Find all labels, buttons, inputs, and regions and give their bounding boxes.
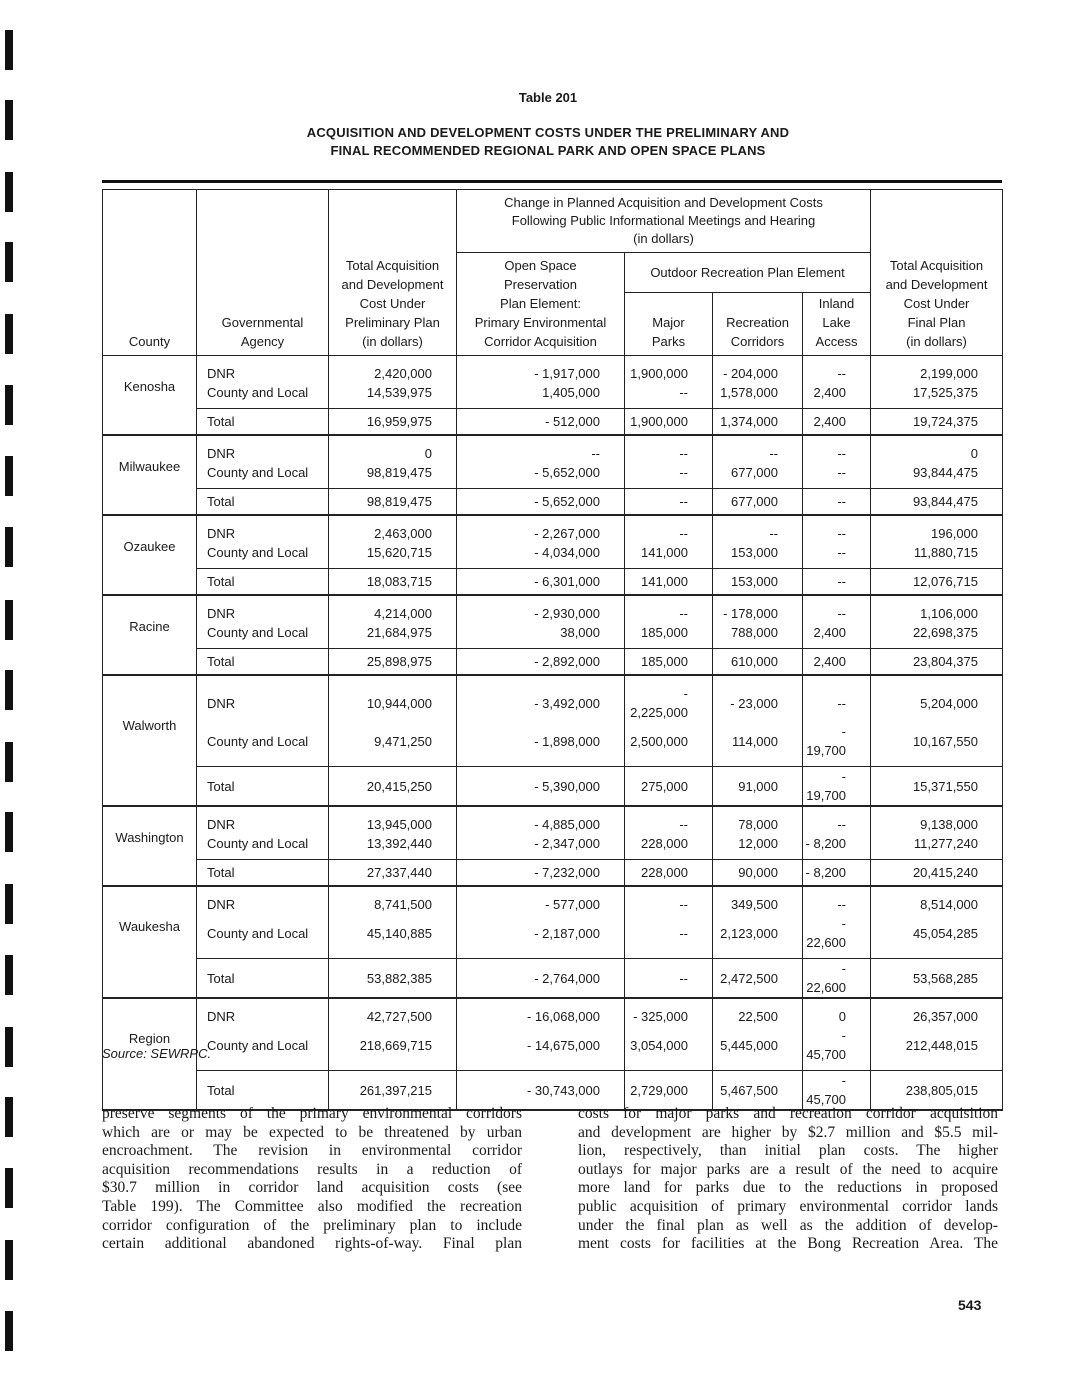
- binder-mark: [5, 1027, 13, 1067]
- cell-recreation-corridors: 610,000: [713, 649, 803, 676]
- cell-major-parks: --: [625, 435, 713, 463]
- cell-recreation-corridors: - 204,000: [713, 356, 803, 384]
- cell-total-final: 1,106,000: [871, 595, 1003, 623]
- cell-open-space: - 4,034,000: [457, 543, 625, 569]
- cell-inland-lake: --: [803, 489, 871, 516]
- cell-open-space: - 7,232,000: [457, 860, 625, 887]
- cell-major-parks: 2,729,000: [625, 1071, 713, 1111]
- cell-agency: DNR: [197, 515, 329, 543]
- cell-open-space: - 2,930,000: [457, 595, 625, 623]
- cell-major-parks: --: [625, 489, 713, 516]
- cell-open-space: - 4,885,000: [457, 806, 625, 834]
- table-row: [103, 959, 1003, 999]
- cell-total-final: 11,277,240: [871, 834, 1003, 860]
- cell-inland-lake: 0: [803, 998, 871, 1026]
- cell-total-preliminary: 18,083,715: [329, 569, 457, 596]
- header-outdoor-group: Outdoor Recreation Plan Element: [625, 253, 871, 293]
- cell-total-final: 0: [871, 435, 1003, 463]
- cell-agency: DNR: [197, 886, 329, 914]
- cell-open-space: - 1,917,000: [457, 356, 625, 384]
- cell-inland-lake: - 19,700: [803, 767, 871, 807]
- cell-open-space: - 5,390,000: [457, 767, 625, 807]
- cell-recreation-corridors: 677,000: [713, 463, 803, 489]
- cell-agency: County and Local: [197, 722, 329, 767]
- cell-major-parks: 228,000: [625, 834, 713, 860]
- body-text-line: costs for major parks and recreation corridor acquisition: [578, 1105, 998, 1122]
- cell-total-preliminary: 10,944,000: [329, 675, 457, 722]
- table-row: [103, 489, 1003, 516]
- binder-mark: [5, 1240, 13, 1280]
- table-row: [103, 515, 1003, 543]
- header-line: Final Plan: [907, 315, 966, 330]
- cell-recreation-corridors: 153,000: [713, 543, 803, 569]
- cell-open-space: 38,000: [457, 623, 625, 649]
- table-row: [103, 569, 1003, 596]
- cell-county: Racine: [103, 595, 197, 649]
- header-agency: [197, 190, 329, 356]
- table-row: [103, 834, 1003, 860]
- cell-inland-lake: --: [803, 595, 871, 623]
- header-line: (in dollars): [633, 231, 694, 246]
- cell-inland-lake: 2,400: [803, 409, 871, 436]
- table-row: [103, 914, 1003, 959]
- cell-total-preliminary: 2,463,000: [329, 515, 457, 543]
- cell-inland-lake: --: [803, 675, 871, 722]
- binder-mark: [5, 456, 13, 496]
- cell-major-parks: - 325,000: [625, 998, 713, 1026]
- binder-mark: [5, 1097, 13, 1137]
- cell-open-space: - 2,347,000: [457, 834, 625, 860]
- body-text-line: outlays for major parks are a result of the need to acquire: [578, 1160, 998, 1178]
- page-number: 543: [958, 1297, 982, 1313]
- header-line: Preliminary Plan: [345, 315, 440, 330]
- cell-total-preliminary: 0: [329, 435, 457, 463]
- cell-recreation-corridors: 78,000: [713, 806, 803, 834]
- cell-recreation-corridors: 1,578,000: [713, 383, 803, 409]
- table-title-line: FINAL RECOMMENDED REGIONAL PARK AND OPEN SPACE PLANS: [330, 143, 766, 158]
- table-row: [103, 409, 1003, 436]
- binder-mark: [5, 527, 13, 567]
- cell-total-preliminary: 13,945,000: [329, 806, 457, 834]
- cell-total-preliminary: 25,898,975: [329, 649, 457, 676]
- cell-agency: Total: [197, 489, 329, 516]
- cell-total-preliminary: 42,727,500: [329, 998, 457, 1026]
- header-line: Open Space: [504, 258, 577, 273]
- cell-open-space: - 577,000: [457, 886, 625, 914]
- header-line: Cost Under: [903, 296, 970, 311]
- header-line: Primary Environmental: [474, 315, 607, 330]
- cell-total-preliminary: 218,669,715: [329, 1026, 457, 1071]
- body-text-line: acquisition recommendations results in a reduction of: [102, 1160, 522, 1178]
- cell-recreation-corridors: 677,000: [713, 489, 803, 516]
- header-line: Agency: [240, 334, 285, 349]
- binder-mark: [5, 812, 13, 852]
- cell-agency: County and Local: [197, 914, 329, 959]
- cell-total-preliminary: 27,337,440: [329, 860, 457, 887]
- header-line: Corridor Acquisition: [484, 334, 597, 349]
- cell-county: Kenosha: [103, 356, 197, 409]
- header-line: Change in Planned Acquisition and Development Costs: [504, 195, 823, 210]
- cell-agency: County and Local: [197, 383, 329, 409]
- cell-recreation-corridors: - 178,000: [713, 595, 803, 623]
- cell-inland-lake: --: [803, 886, 871, 914]
- header-inland-lake: [803, 293, 871, 356]
- table-title: [0, 124, 1066, 160]
- body-text-line: more land for parks due to the reductions in proposed: [578, 1179, 998, 1197]
- cell-county-blank: [103, 569, 197, 596]
- cell-major-parks: 1,900,000: [625, 409, 713, 436]
- header-line: Recreation: [726, 315, 789, 330]
- body-text-right-column: [578, 1105, 998, 1254]
- body-text-line: and development are higher by $2.7 million and $5.5 mil-: [578, 1123, 998, 1141]
- table-row: [103, 649, 1003, 676]
- header-line: Corridors: [730, 334, 785, 349]
- cell-total-final: 8,514,000: [871, 886, 1003, 914]
- cell-open-space: - 2,892,000: [457, 649, 625, 676]
- cell-inland-lake: - 8,200: [803, 834, 871, 860]
- table-row: [103, 860, 1003, 887]
- cell-total-final: 93,844,475: [871, 489, 1003, 516]
- cell-recreation-corridors: 12,000: [713, 834, 803, 860]
- cell-county: Washington: [103, 806, 197, 860]
- header-total-final: [871, 190, 1003, 356]
- cell-open-space: - 2,764,000: [457, 959, 625, 999]
- header-line: Parks: [651, 334, 686, 349]
- cell-agency: DNR: [197, 806, 329, 834]
- header-line: Major: [652, 315, 685, 330]
- table-row: [103, 722, 1003, 767]
- cell-total-preliminary: 4,214,000: [329, 595, 457, 623]
- cell-major-parks: --: [625, 595, 713, 623]
- cell-agency: Total: [197, 1071, 329, 1111]
- cell-county: Walworth: [103, 675, 197, 767]
- cell-open-space: --: [457, 435, 625, 463]
- cell-open-space: - 2,267,000: [457, 515, 625, 543]
- cell-agency: County and Local: [197, 623, 329, 649]
- cell-recreation-corridors: --: [713, 515, 803, 543]
- cell-total-preliminary: 9,471,250: [329, 722, 457, 767]
- cell-major-parks: --: [625, 806, 713, 834]
- table-row: [103, 543, 1003, 569]
- cell-open-space: - 1,898,000: [457, 722, 625, 767]
- cell-major-parks: 1,900,000: [625, 356, 713, 384]
- cell-total-final: 10,167,550: [871, 722, 1003, 767]
- cell-recreation-corridors: 22,500: [713, 998, 803, 1026]
- cell-major-parks: 3,054,000: [625, 1026, 713, 1071]
- table-top-rule: [102, 180, 1002, 183]
- cell-total-final: 196,000: [871, 515, 1003, 543]
- cell-agency: DNR: [197, 675, 329, 722]
- body-text-line: $30.7 million in corridor land acquisition costs (see: [102, 1179, 522, 1197]
- cell-agency: County and Local: [197, 1026, 329, 1071]
- cell-county-blank: [103, 649, 197, 676]
- cell-major-parks: 275,000: [625, 767, 713, 807]
- cell-county-blank: [103, 767, 197, 807]
- cell-total-final: 22,698,375: [871, 623, 1003, 649]
- table-row: [103, 1026, 1003, 1071]
- body-text-left-column: [102, 1105, 522, 1254]
- cell-recreation-corridors: 91,000: [713, 767, 803, 807]
- cell-recreation-corridors: 349,500: [713, 886, 803, 914]
- binder-mark: [5, 30, 13, 70]
- header-line: Inland: [818, 296, 855, 311]
- header-line: and Development: [341, 277, 444, 292]
- cell-county-blank: [103, 959, 197, 999]
- cell-total-preliminary: 53,882,385: [329, 959, 457, 999]
- header-major-parks: [625, 293, 713, 356]
- header-county: County: [103, 190, 197, 356]
- cell-open-space: - 16,068,000: [457, 998, 625, 1026]
- cell-agency: County and Local: [197, 834, 329, 860]
- cell-major-parks: --: [625, 515, 713, 543]
- binder-margin-marks: [5, 0, 25, 1380]
- cell-major-parks: 185,000: [625, 649, 713, 676]
- header-line: Total Acquisition: [889, 258, 984, 273]
- cell-major-parks: 2,500,000: [625, 722, 713, 767]
- cell-inland-lake: - 22,600: [803, 959, 871, 999]
- table-row: [103, 623, 1003, 649]
- cell-agency: Total: [197, 569, 329, 596]
- cell-major-parks: 185,000: [625, 623, 713, 649]
- table-row: [103, 675, 1003, 722]
- cell-inland-lake: 2,400: [803, 649, 871, 676]
- cell-total-final: 238,805,015: [871, 1071, 1003, 1111]
- cell-agency: Total: [197, 959, 329, 999]
- header-open-space: [457, 253, 625, 356]
- cell-agency: DNR: [197, 435, 329, 463]
- table-row: [103, 463, 1003, 489]
- cell-total-final: 26,357,000: [871, 998, 1003, 1026]
- cell-major-parks: --: [625, 383, 713, 409]
- cell-total-final: 12,076,715: [871, 569, 1003, 596]
- table-row: [103, 383, 1003, 409]
- cell-total-preliminary: 20,415,250: [329, 767, 457, 807]
- cell-total-preliminary: 14,539,975: [329, 383, 457, 409]
- binder-mark: [5, 314, 13, 354]
- cell-open-space: - 14,675,000: [457, 1026, 625, 1071]
- cell-inland-lake: --: [803, 515, 871, 543]
- cell-inland-lake: - 45,700: [803, 1026, 871, 1071]
- cell-inland-lake: --: [803, 463, 871, 489]
- cell-county-blank: [103, 489, 197, 516]
- cell-total-preliminary: 261,397,215: [329, 1071, 457, 1111]
- cell-total-final: 9,138,000: [871, 806, 1003, 834]
- body-text-line: under the final plan as well as the addition of develop-: [578, 1216, 998, 1234]
- cell-inland-lake: 2,400: [803, 623, 871, 649]
- cell-inland-lake: --: [803, 543, 871, 569]
- body-text-line: corridor configuration of the preliminary plan to include: [102, 1216, 522, 1234]
- cell-open-space: - 512,000: [457, 409, 625, 436]
- cell-inland-lake: --: [803, 435, 871, 463]
- cell-total-final: 2,199,000: [871, 356, 1003, 384]
- cell-agency: County and Local: [197, 543, 329, 569]
- cell-agency: DNR: [197, 998, 329, 1026]
- table-row: [103, 886, 1003, 914]
- cell-total-final: 53,568,285: [871, 959, 1003, 999]
- cell-inland-lake: --: [803, 806, 871, 834]
- cell-major-parks: 141,000: [625, 543, 713, 569]
- cell-open-space: - 2,187,000: [457, 914, 625, 959]
- header-line: (in dollars): [362, 334, 423, 349]
- cell-agency: Total: [197, 649, 329, 676]
- cell-open-space: 1,405,000: [457, 383, 625, 409]
- cell-total-preliminary: 98,819,475: [329, 489, 457, 516]
- cell-agency: DNR: [197, 356, 329, 384]
- binder-mark: [5, 385, 13, 425]
- cell-open-space: - 5,652,000: [457, 463, 625, 489]
- header-line: Preservation: [504, 277, 577, 292]
- header-line: Plan Element:: [500, 296, 581, 311]
- cell-county: Ozaukee: [103, 515, 197, 569]
- cell-total-preliminary: 8,741,500: [329, 886, 457, 914]
- cell-recreation-corridors: 153,000: [713, 569, 803, 596]
- cell-total-preliminary: 13,392,440: [329, 834, 457, 860]
- body-text-line: which are or may be expected to be threatened by urban: [102, 1123, 522, 1141]
- cell-total-preliminary: 15,620,715: [329, 543, 457, 569]
- table-row: [103, 998, 1003, 1026]
- cell-inland-lake: --: [803, 569, 871, 596]
- cell-total-final: 93,844,475: [871, 463, 1003, 489]
- cell-total-preliminary: 45,140,885: [329, 914, 457, 959]
- cell-county: Waukesha: [103, 886, 197, 959]
- table-row: [103, 595, 1003, 623]
- cell-major-parks: 141,000: [625, 569, 713, 596]
- cell-total-final: 15,371,550: [871, 767, 1003, 807]
- header-line: Total Acquisition: [345, 258, 440, 273]
- cost-table: [102, 189, 1003, 1111]
- cell-inland-lake: - 22,600: [803, 914, 871, 959]
- cell-county-blank: [103, 860, 197, 887]
- cell-agency: Total: [197, 860, 329, 887]
- cell-inland-lake: - 45,700: [803, 1071, 871, 1111]
- binder-mark: [5, 1168, 13, 1208]
- cell-open-space: - 5,652,000: [457, 489, 625, 516]
- cell-total-final: 212,448,015: [871, 1026, 1003, 1071]
- cell-county: Milwaukee: [103, 435, 197, 489]
- cell-county-blank: [103, 409, 197, 436]
- body-text-line: Table 199). The Committee also modified the recreation: [102, 1197, 522, 1215]
- cell-major-parks: --: [625, 959, 713, 999]
- cell-total-final: 11,880,715: [871, 543, 1003, 569]
- cell-recreation-corridors: --: [713, 435, 803, 463]
- body-text-line: ment costs for facilities at the Bong Recreation Area. The: [578, 1235, 998, 1253]
- cell-total-preliminary: 98,819,475: [329, 463, 457, 489]
- cell-major-parks: --: [625, 886, 713, 914]
- binder-mark: [5, 742, 13, 782]
- header-line: Following Public Informational Meetings and Hearing: [511, 213, 816, 228]
- binder-mark: [5, 670, 13, 710]
- body-text-line: encroachment. The revision in environmental corridor: [102, 1142, 522, 1160]
- binder-mark: [5, 172, 13, 212]
- header-line: Governmental: [221, 315, 304, 330]
- table-title-line: ACQUISITION AND DEVELOPMENT COSTS UNDER THE PRELIMINARY AND: [306, 125, 790, 140]
- cell-major-parks: --: [625, 914, 713, 959]
- cell-open-space: - 3,492,000: [457, 675, 625, 722]
- cell-total-final: 23,804,375: [871, 649, 1003, 676]
- cell-inland-lake: - 19,700: [803, 722, 871, 767]
- body-text-line: lion, respectively, than initial plan costs. The higher: [578, 1142, 998, 1160]
- binder-mark: [5, 884, 13, 924]
- cell-recreation-corridors: 788,000: [713, 623, 803, 649]
- cell-recreation-corridors: 5,445,000: [713, 1026, 803, 1071]
- cell-recreation-corridors: - 23,000: [713, 675, 803, 722]
- cell-major-parks: - 2,225,000: [625, 675, 713, 722]
- cell-county: Region: [103, 998, 197, 1071]
- cell-total-final: 5,204,000: [871, 675, 1003, 722]
- body-text-line: preserve segments of the primary environmental corridors: [102, 1105, 522, 1122]
- cell-recreation-corridors: 90,000: [713, 860, 803, 887]
- table-row: [103, 435, 1003, 463]
- header-line: Lake: [822, 315, 851, 330]
- table-row: [103, 767, 1003, 807]
- table-row: [103, 356, 1003, 384]
- cell-recreation-corridors: 2,472,500: [713, 959, 803, 999]
- cell-agency: County and Local: [197, 463, 329, 489]
- cell-open-space: - 30,743,000: [457, 1071, 625, 1111]
- header-line: (in dollars): [906, 334, 967, 349]
- cell-total-final: 19,724,375: [871, 409, 1003, 436]
- cell-agency: DNR: [197, 595, 329, 623]
- table-body: [103, 356, 1003, 1111]
- cell-total-final: 17,525,375: [871, 383, 1003, 409]
- binder-mark: [5, 955, 13, 995]
- table-number: Table 201: [518, 90, 578, 105]
- cell-recreation-corridors: 1,374,000: [713, 409, 803, 436]
- cell-recreation-corridors: 2,123,000: [713, 914, 803, 959]
- binder-mark: [5, 1311, 13, 1351]
- cell-total-preliminary: 2,420,000: [329, 356, 457, 384]
- header-line: Access: [815, 334, 858, 349]
- cell-total-preliminary: 16,959,975: [329, 409, 457, 436]
- source-note: Source: SEWRPC.: [102, 1046, 212, 1061]
- cell-agency: Total: [197, 409, 329, 436]
- cell-inland-lake: 2,400: [803, 383, 871, 409]
- cell-recreation-corridors: 5,467,500: [713, 1071, 803, 1111]
- cell-total-preliminary: 21,684,975: [329, 623, 457, 649]
- cell-inland-lake: --: [803, 356, 871, 384]
- header-line: and Development: [885, 277, 988, 292]
- binder-mark: [5, 600, 13, 640]
- cell-inland-lake: - 8,200: [803, 860, 871, 887]
- body-text-line: public acquisition of primary environmental corridor lands: [578, 1197, 998, 1215]
- cell-total-final: 20,415,240: [871, 860, 1003, 887]
- cell-major-parks: 228,000: [625, 860, 713, 887]
- header-total-preliminary: [329, 190, 457, 356]
- header-line: Cost Under: [359, 296, 426, 311]
- table-row: [103, 806, 1003, 834]
- binder-mark: [5, 242, 13, 282]
- header-recreation-corridors: [713, 293, 803, 356]
- cell-open-space: - 6,301,000: [457, 569, 625, 596]
- cell-total-final: 45,054,285: [871, 914, 1003, 959]
- cell-major-parks: --: [625, 463, 713, 489]
- cell-recreation-corridors: 114,000: [713, 722, 803, 767]
- header-change-group: [457, 190, 871, 253]
- cell-agency: Total: [197, 767, 329, 807]
- body-text-line: certain additional abandoned rights-of-way. Final plan: [102, 1235, 522, 1253]
